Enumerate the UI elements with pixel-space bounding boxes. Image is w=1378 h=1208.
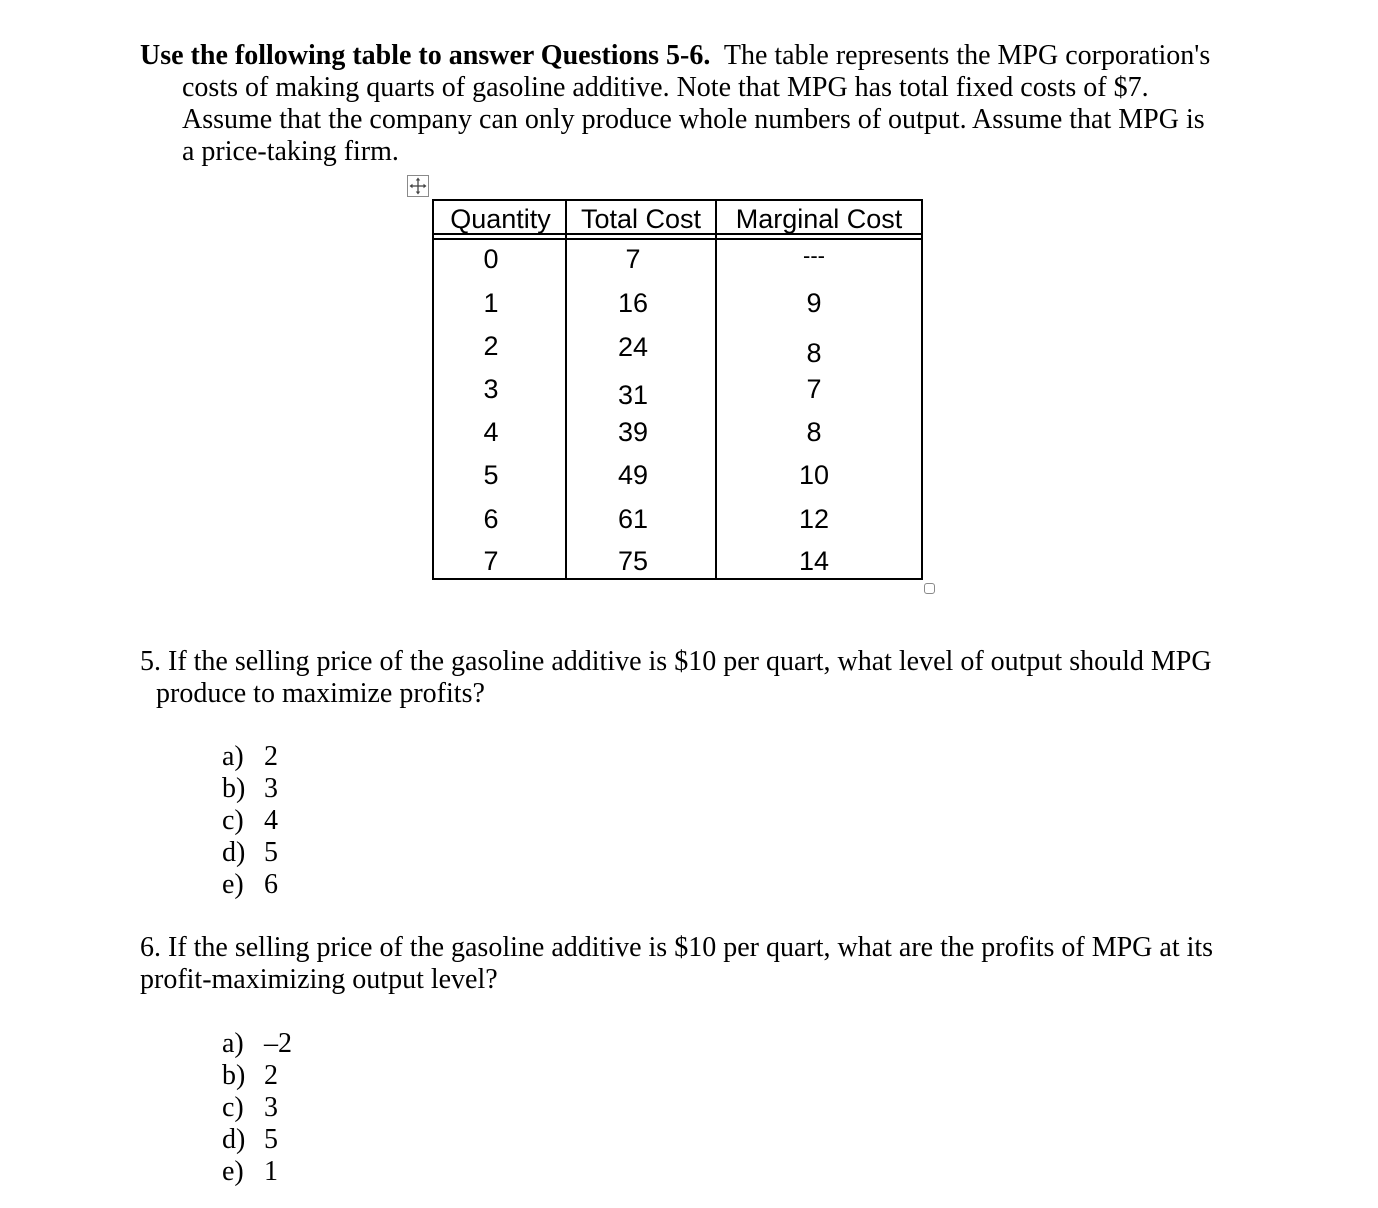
cell-marginal-cost: 8 — [806, 417, 822, 447]
option-text: 2 — [264, 741, 278, 772]
intro-line-1 — [140, 40, 1220, 72]
question-6-line-1: 6. If the selling price of the gasoline additive is $10 per quart, what are the profits of MPG at its — [140, 932, 1214, 963]
header-rule — [434, 238, 921, 240]
option-text: 6 — [264, 869, 278, 900]
cell-quantity: 2 — [483, 331, 499, 361]
intro-line-3: Assume that the company can only produce whole numbers of output. Assume that MPG is — [182, 104, 1205, 135]
cell-quantity: 0 — [483, 244, 499, 274]
option-letter: b) — [222, 1060, 246, 1091]
table-move-handle-icon[interactable] — [407, 175, 429, 197]
option-letter: e) — [222, 1156, 244, 1187]
question-6-options — [222, 1028, 292, 1188]
answer-option[interactable] — [222, 869, 278, 901]
answer-option[interactable] — [222, 1060, 292, 1092]
cell-total-cost: 16 — [617, 288, 649, 318]
question-5-options — [222, 741, 278, 901]
option-text: 5 — [264, 1124, 278, 1155]
option-letter: a) — [222, 1028, 244, 1059]
header-quantity: Quantity — [450, 204, 551, 234]
cell-quantity: 6 — [483, 504, 499, 534]
option-letter: d) — [222, 1124, 246, 1155]
header-marginal-cost: Marginal Cost — [735, 204, 903, 234]
cost-table — [432, 199, 923, 580]
cell-total-cost: 7 — [625, 244, 641, 274]
intro-paragraph — [140, 40, 1220, 168]
cell-quantity: 5 — [483, 460, 499, 490]
option-letter: b) — [222, 773, 246, 804]
option-letter: a) — [222, 741, 244, 772]
question-5 — [140, 646, 1212, 710]
option-text: 3 — [264, 1092, 278, 1123]
answer-option[interactable] — [222, 1124, 292, 1156]
option-text: 4 — [264, 805, 278, 836]
table-resize-handle-icon[interactable] — [924, 583, 935, 594]
option-text: 3 — [264, 773, 278, 804]
intro-bold-lead: Use the following table to answer Questions 5-6. — [140, 40, 711, 71]
cell-quantity: 4 — [483, 417, 499, 447]
answer-option[interactable] — [222, 741, 278, 773]
cell-marginal-cost: 8 — [806, 338, 822, 368]
cell-quantity: 3 — [483, 374, 499, 404]
cell-quantity: 7 — [483, 546, 499, 576]
option-letter: e) — [222, 869, 244, 900]
option-text: 2 — [264, 1060, 278, 1091]
cell-total-cost: 31 — [617, 380, 649, 410]
cell-total-cost: 75 — [617, 546, 649, 576]
answer-option[interactable] — [222, 837, 278, 869]
cell-total-cost: 49 — [617, 460, 649, 490]
header-total-cost: Total Cost — [580, 204, 702, 234]
question-5-line-1: 5. If the selling price of the gasoline additive is $10 per quart, what level of output should MPG — [140, 646, 1212, 677]
cell-total-cost: 61 — [617, 504, 649, 534]
question-6-line-2: profit-maximizing output level? — [140, 964, 498, 995]
answer-option[interactable] — [222, 1092, 292, 1124]
answer-option[interactable] — [222, 805, 278, 837]
cell-marginal-cost: 10 — [798, 460, 830, 490]
cell-marginal-cost: 7 — [806, 374, 822, 404]
cell-total-cost: 39 — [617, 417, 649, 447]
option-letter: c) — [222, 1092, 244, 1123]
option-letter: d) — [222, 837, 246, 868]
answer-option[interactable] — [222, 773, 278, 805]
intro-line-4: a price-taking firm. — [182, 136, 399, 167]
option-text: 1 — [264, 1156, 278, 1187]
cell-marginal-cost: 14 — [798, 546, 830, 576]
cell-marginal-cost: 12 — [798, 504, 830, 534]
option-text: 5 — [264, 837, 278, 868]
answer-option[interactable] — [222, 1156, 292, 1188]
cell-quantity: 1 — [483, 288, 499, 318]
intro-line-1-rest: The table represents the MPG corporation's — [710, 40, 1211, 71]
cell-total-cost: 24 — [617, 332, 649, 362]
intro-line-2: costs of making quarts of gasoline additive. Note that MPG has total fixed costs of $7. — [182, 72, 1149, 103]
answer-option[interactable] — [222, 1028, 292, 1060]
cell-marginal-cost: --- — [803, 243, 825, 268]
option-letter: c) — [222, 805, 244, 836]
option-text: –2 — [264, 1028, 292, 1059]
cell-marginal-cost: 9 — [806, 288, 822, 318]
question-5-line-2: produce to maximize profits? — [156, 678, 485, 709]
question-6 — [140, 932, 1213, 996]
